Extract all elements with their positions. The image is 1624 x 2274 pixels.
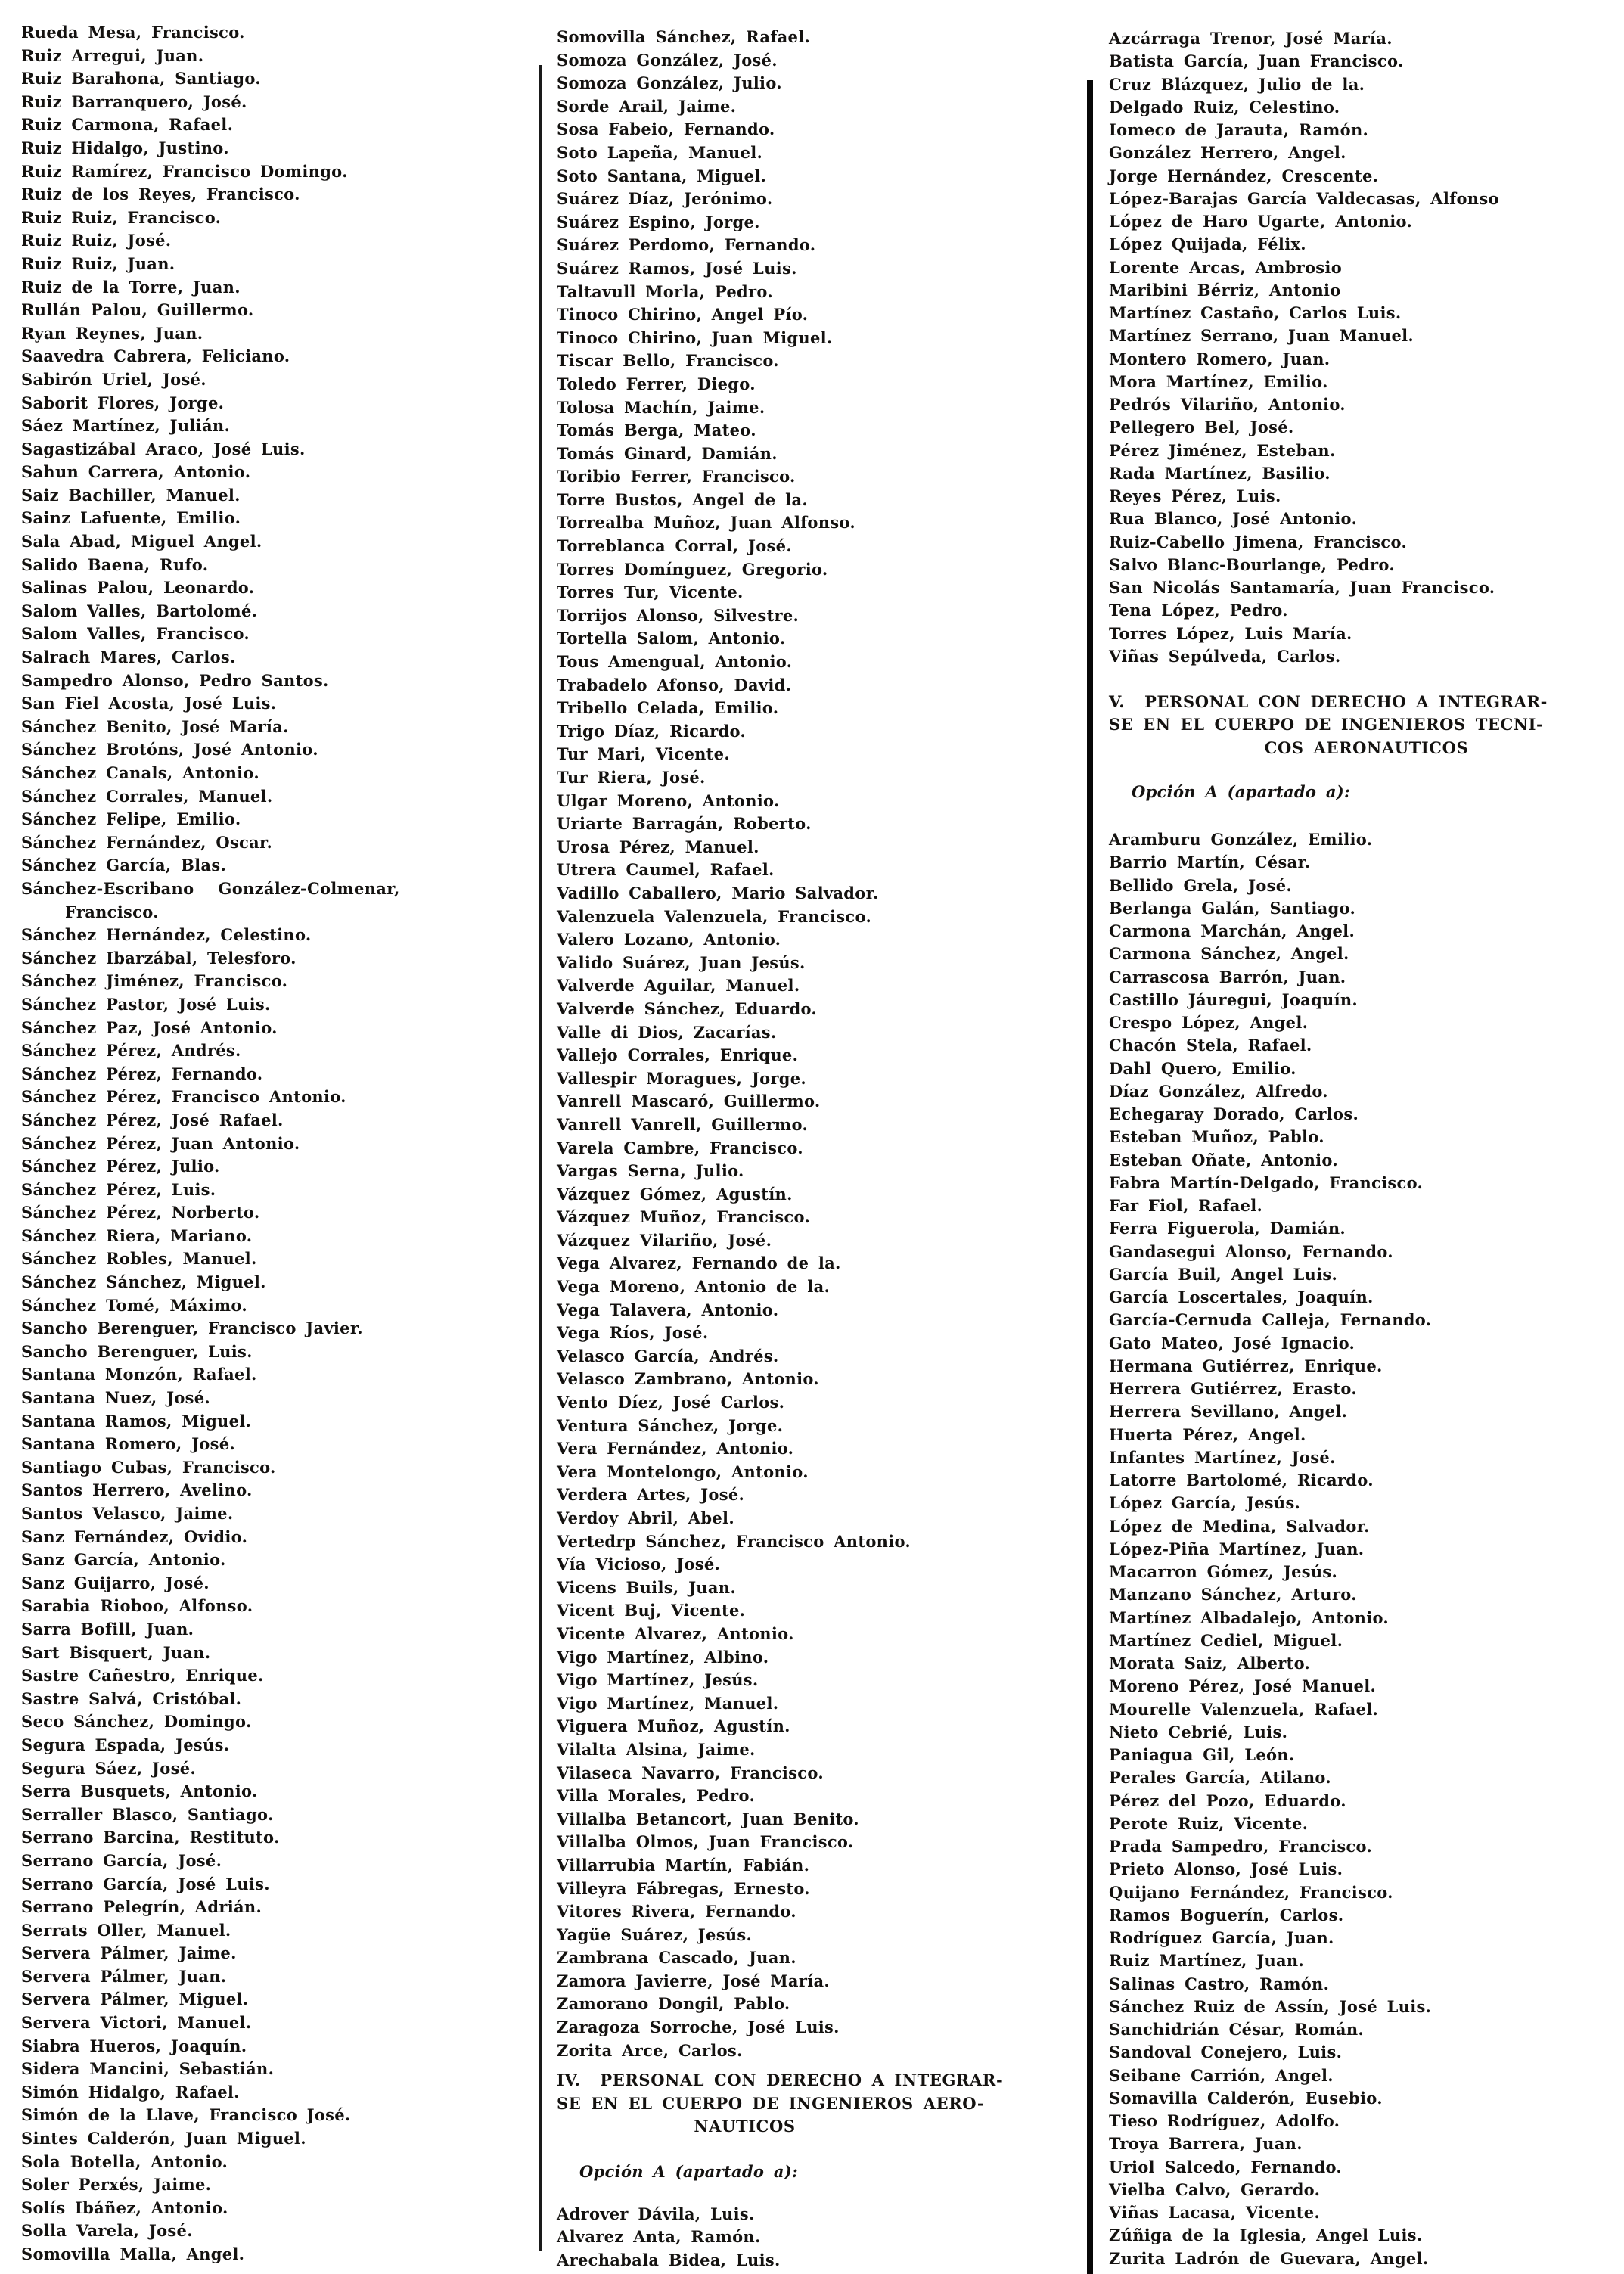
person-entry: Sorde Arail, Jaime. [557,96,737,116]
person-entry: Valenzuela Valenzuela, Francisco. [557,906,872,926]
person-entry: Santos Velasco, Jaime. [21,1504,234,1523]
person-entry: Azcárraga Trenor, José María. [1109,29,1393,48]
section-heading: SE EN EL CUERPO DE INGENIEROS TECNI- [1109,715,1544,735]
person-entry: Vicens Buils, Juan. [557,1577,736,1597]
person-entry: Ruiz Barranquero, José. [21,92,247,111]
person-entry: Velasco García, Andrés. [557,1346,779,1365]
person-entry: Torrijos Alonso, Silvestre. [557,605,800,625]
person-entry: Saborit Flores, Jorge. [21,393,225,412]
person-entry: García Buil, Angel Luis. [1109,1264,1338,1284]
person-entry: Sánchez Ruiz de Assín, José Luis. [1109,1996,1432,2016]
person-entry: Vallespir Moragues, Jorge. [557,1068,806,1088]
person-entry: Saiz Bachiller, Manuel. [21,485,241,505]
person-entry: Somoza González, Julio. [557,73,782,93]
person-entry: Ruiz Ruiz, Juan. [21,253,175,273]
person-entry: Sánchez Benito, José María. [21,716,289,736]
person-entry: Hermana Gutiérrez, Enrique. [1109,1356,1383,1375]
person-entry: Herrera Sevillano, Angel. [1109,1402,1348,1421]
person-entry: Taltavull Morla, Pedro. [557,281,773,301]
person-entry: Rullán Palou, Guillermo. [21,300,254,320]
person-entry: Latorre Bartolomé, Ricardo. [1109,1471,1374,1490]
person-entry: Vento Díez, José Carlos. [557,1393,785,1412]
person-entry: López-Piña Martínez, Juan. [1109,1539,1365,1558]
person-entry: Ruiz de los Reyes, Francisco. [21,185,300,204]
person-entry: Valverde Sánchez, Eduardo. [557,999,817,1018]
person-entry: Suárez Díaz, Jerónimo. [557,189,773,209]
person-entry: Sáez Martínez, Julián. [21,416,231,436]
person-entry: Vera Montelongo, Antonio. [557,1462,809,1481]
person-entry: Sanchidrián César, Román. [1109,2020,1365,2039]
person-entry: Ferra Figuerola, Damián. [1109,1219,1346,1238]
person-entry: Tribello Celada, Emilio. [557,698,779,718]
person-entry: Díaz González, Alfredo. [1109,1081,1328,1101]
person-entry: Prada Sampedro, Francisco. [1109,1837,1373,1856]
person-entry: Batista García, Juan Francisco. [1109,51,1404,71]
section-subheading: Opción A (apartado a): [579,2162,799,2182]
person-entry: Salinas Castro, Ramón. [1109,1974,1330,1993]
person-entry: López-Barajas García Valdecasas, Alfonso [1109,188,1499,208]
section-subheading: Opción A (apartado a): [1132,781,1351,801]
person-entry: Sabirón Uriel, José. [21,369,206,389]
section-heading: COS AERONAUTICOS [1264,738,1469,757]
person-entry: Carmona Sánchez, Angel. [1109,944,1349,964]
person-entry: Lorente Arcas, Ambrosio [1109,257,1343,277]
person-entry: Sánchez Pastor, José Luis. [21,994,271,1014]
person-entry: Sánchez-Escribano González-Colmenar, [21,878,400,898]
person-entry: Vielba Calvo, Gerardo. [1109,2179,1321,2199]
column-divider-1 [539,65,542,2251]
person-entry: Vilaseca Navarro, Francisco. [557,1763,824,1782]
person-entry: Sánchez Brotóns, José Antonio. [21,740,318,760]
person-entry: Adrover Dávila, Luis. [557,2204,755,2223]
person-entry: Vigo Martínez, Jesús. [557,1670,759,1690]
person-entry: Vanrell Vanrell, Guillermo. [557,1114,809,1134]
person-entry: Villa Morales, Pedro. [557,1786,756,1806]
person-entry: Vicent Buj, Vicente. [557,1601,746,1620]
person-entry: Tolosa Machín, Jaime. [557,397,765,417]
person-entry: Torres Tur, Vicente. [557,582,744,602]
person-entry: Sánchez Riera, Mariano. [21,1226,253,1245]
person-entry: Sarabia Rioboo, Alfonso. [21,1596,253,1616]
person-entry: Serrats Oller, Manuel. [21,1920,231,1940]
person-entry: Ruiz Carmona, Rafael. [21,115,234,135]
person-entry: Torres Domínguez, Gregorio. [557,559,828,579]
person-entry: Santana Monzón, Rafael. [21,1365,257,1384]
person-entry: Ruiz Ruiz, Francisco. [21,207,222,227]
person-entry: Saavedra Cabrera, Feliciano. [21,346,290,366]
person-entry: Zurita Ladrón de Guevara, Angel. [1109,2248,1429,2268]
person-entry: Esteban Muñoz, Pablo. [1109,1127,1324,1147]
person-entry: Sánchez Felipe, Emilio. [21,809,241,829]
person-entry: Martínez Albadalejo, Antonio. [1109,1608,1390,1627]
person-entry: Gato Mateo, José Ignacio. [1109,1333,1355,1353]
person-entry: Santana Nuez, José. [21,1388,211,1408]
person-entry: Ramos Boguerín, Carlos. [1109,1905,1344,1925]
person-entry: Tinoco Chirino, Juan Miguel. [557,328,833,347]
person-entry: Ruiz Hidalgo, Justino. [21,138,229,157]
person-entry: Santana Romero, José. [21,1434,236,1454]
person-entry: Torres López, Luis María. [1109,623,1352,643]
person-entry: Salido Baena, Rufo. [21,555,209,574]
person-entry: Iomeco de Jarauta, Ramón. [1109,120,1369,139]
person-entry: Sánchez Pérez, Fernando. [21,1064,263,1083]
person-entry: Mourelle Valenzuela, Rafael. [1109,1699,1379,1719]
person-entry: Salvo Blanc-Bourlange, Pedro. [1109,555,1395,574]
person-entry: Delgado Ruiz, Celestino. [1109,97,1340,116]
person-entry: Somovilla Malla, Angel. [21,2244,245,2263]
person-entry: López de Medina, Salvador. [1109,1516,1370,1536]
person-entry: Tinoco Chirino, Angel Pío. [557,305,809,325]
person-entry: Santiago Cubas, Francisco. [21,1457,276,1477]
person-entry: Vázquez Vilariño, José. [557,1230,772,1250]
person-entry: Segura Espada, Jesús. [21,1735,230,1754]
person-entry: Moreno Pérez, José Manuel. [1109,1676,1377,1696]
person-entry: Ruiz Arregui, Juan. [21,45,204,65]
person-entry: Vega Talavera, Antonio. [557,1300,779,1319]
person-entry: Ruiz Ramírez, Francisco Domingo. [21,161,348,181]
text-column-2 [557,26,1004,2272]
person-entry: Alvarez Anta, Ramón. [557,2227,761,2247]
section-heading: IV. PERSONAL CON DERECHO A INTEGRAR- [557,2071,1004,2090]
person-entry: Tur Mari, Vicente. [557,744,730,764]
person-entry: Vicente Alvarez, Antonio. [557,1623,794,1643]
person-entry: Far Fiol, Rafael. [1109,1196,1263,1215]
person-entry: Villeyra Fábregas, Ernesto. [557,1878,810,1898]
person-entry: Ruiz Ruiz, José. [21,231,172,250]
person-entry: Sidera Mancini, Sebastián. [21,2059,275,2079]
person-entry: Castillo Jáuregui, Joaquín. [1109,989,1359,1009]
line-gap [1109,803,1624,828]
person-entry: Paniagua Gil, León. [1109,1745,1295,1764]
person-entry: Sánchez Pérez, Julio. [21,1157,220,1176]
person-entry: Vargas Serna, Julio. [557,1161,744,1181]
person-entry: Santana Ramos, Miguel. [21,1411,252,1431]
person-entry: Suárez Perdomo, Fernando. [557,235,816,255]
person-entry: Vía Vicioso, José. [557,1555,721,1574]
person-entry: Pérez del Pozo, Eduardo. [1109,1791,1346,1810]
person-entry: Sastre Cañestro, Enrique. [21,1666,264,1685]
line-gap [1109,668,1624,691]
person-entry: Sala Abad, Miguel Angel. [21,532,262,551]
person-entry: Solís Ibáñez, Antonio. [21,2198,228,2217]
person-entry: Soto Lapeña, Manuel. [557,142,763,162]
person-entry: Simón de la Llave, Francisco José. [21,2105,351,2125]
person-entry: Sampedro Alonso, Pedro Santos. [21,670,329,690]
person-entry: Zamora Javierre, José María. [557,1971,830,1990]
person-entry: Ruiz de la Torre, Juan. [21,277,241,297]
person-entry: Somovilla Sánchez, Rafael. [557,27,811,46]
person-entry: Serrano Pelegrín, Adrián. [21,1897,262,1917]
person-entry: Sahun Carrera, Antonio. [21,462,251,482]
person-entry: Carmona Marchán, Angel. [1109,921,1355,940]
person-entry: Vega Alvarez, Fernando de la. [557,1253,841,1273]
person-entry: Perote Ruiz, Vicente. [1109,1813,1309,1833]
person-entry: Ruiz Barahona, Santiago. [21,69,261,89]
person-entry: Tieso Rodríguez, Adolfo. [1109,2111,1340,2130]
person-entry: Servera Pálmer, Jaime. [21,1943,237,1963]
person-entry: Sosa Fabeio, Fernando. [557,120,775,139]
person-entry: Viñas Sepúlveda, Carlos. [1109,646,1341,666]
person-entry: Valido Suárez, Juan Jesús. [557,952,806,972]
person-entry: Vitores Rivera, Fernando. [557,1902,796,1921]
person-entry: Urosa Pérez, Manuel. [557,837,759,856]
person-entry: Sagastizábal Araco, José Luis. [21,439,306,458]
person-entry: Sancho Berenguer, Francisco Javier. [21,1319,363,1338]
person-entry: Tur Riera, José. [557,768,706,787]
person-entry: Martínez Cediel, Miguel. [1109,1630,1343,1650]
person-entry: Villarrubia Martín, Fabián. [557,1855,810,1875]
person-entry: Simón Hidalgo, Rafael. [21,2082,240,2102]
person-entry: Morata Saiz, Alberto. [1109,1654,1311,1673]
person-entry: Carrascosa Barrón, Juan. [1109,967,1346,986]
section-heading: V. PERSONAL CON DERECHO A INTEGRAR- [1109,692,1548,711]
person-entry: Valero Lozano, Antonio. [557,930,781,949]
person-entry: Sanz Guijarro, José. [21,1573,210,1592]
person-entry: Ulgar Moreno, Antonio. [557,791,780,810]
person-entry: Zamorano Dongil, Pablo. [557,1994,790,2014]
person-entry: Dahl Quero, Emilio. [1109,1058,1296,1078]
person-entry: Tena López, Pedro. [1109,601,1288,620]
person-entry: Varela Cambre, Francisco. [557,1138,803,1157]
person-entry: Montero Romero, Juan. [1109,349,1331,368]
person-entry: Vigo Martínez, Albino. [557,1647,769,1667]
person-entry: Torreblanca Corral, José. [557,536,792,556]
person-entry: Chacón Stela, Rafael. [1109,1036,1312,1055]
person-entry: Vega Moreno, Antonio de la. [557,1277,831,1297]
person-entry: Sánchez García, Blas. [21,856,227,875]
person-entry: Sandoval Conejero, Luis. [1109,2043,1343,2062]
person-entry: López Quijada, Félix. [1109,235,1306,254]
person-entry: Cruz Blázquez, Julio de la. [1109,74,1365,94]
section-heading: SE EN EL CUERPO DE INGENIEROS AERO- [557,2093,985,2113]
person-entry: Santos Herrero, Avelino. [21,1480,253,1500]
person-entry: Pérez Jiménez, Esteban. [1109,440,1336,460]
person-entry: Solla Varela, José. [21,2221,193,2241]
person-entry: Vilalta Alsina, Jaime. [557,1739,756,1759]
person-entry: Sánchez Pérez, José Rafael. [21,1110,284,1129]
person-entry: Vigo Martínez, Manuel. [557,1693,779,1713]
person-entry: Verdoy Abril, Abel. [557,1508,734,1527]
person-entry: Vega Ríos, José. [557,1323,709,1343]
person-entry: Huerta Pérez, Angel. [1109,1424,1306,1444]
person-entry: Ruiz-Cabello Jimena, Francisco. [1109,532,1408,551]
person-entry: Reyes Pérez, Luis. [1109,486,1281,505]
person-entry: Yagüe Suárez, Jesús. [557,1925,753,1944]
person-entry: Ruiz Martínez, Juan. [1109,1951,1305,1971]
person-entry: Ventura Sánchez, Jorge. [557,1415,784,1435]
person-entry: Sánchez Tomé, Máximo. [21,1295,247,1315]
person-entry: Sánchez Jiménez, Francisco. [21,971,288,991]
person-entry: Sánchez Pérez, Juan Antonio. [21,1133,300,1153]
person-entry: Sánchez Sánchez, Miguel. [21,1272,266,1292]
person-entry: Utrera Caumel, Rafael. [557,860,775,880]
person-entry: Pedrós Vilariño, Antonio. [1109,395,1346,414]
person-entry: Sanz García, Antonio. [21,1550,226,1570]
person-entry: Verdera Artes, José. [557,1485,745,1505]
entry-continuation: Francisco. [65,902,159,921]
person-entry: Aramburu González, Emilio. [1109,830,1373,849]
person-entry: Rueda Mesa, Francisco. [21,23,245,42]
person-entry: Vadillo Caballero, Mario Salvador. [557,883,879,902]
person-entry: Macarron Gómez, Jesús. [1109,1562,1338,1581]
person-entry: Maribini Bérriz, Antonio [1109,280,1341,300]
person-entry: Somoza González, José. [557,50,778,70]
person-entry: Valverde Aguilar, Manuel. [557,976,800,996]
person-entry: Serrano García, José Luis. [21,1874,270,1893]
person-entry: Pellegero Bel, José. [1109,418,1294,437]
person-entry: López de Haro Ugarte, Antonio. [1109,212,1413,231]
person-entry: González Herrero, Angel. [1109,143,1346,163]
person-entry: Sainz Lafuente, Emilio. [21,508,241,528]
person-entry: Salinas Palou, Leonardo. [21,578,255,598]
person-entry: Torrealba Muñoz, Juan Alfonso. [557,513,855,533]
person-entry: Fabra Martín-Delgado, Francisco. [1109,1173,1424,1192]
person-entry: Vázquez Muñoz, Francisco. [557,1207,811,1227]
person-entry: Servera Pálmer, Miguel. [21,1990,249,2009]
person-entry: Salrach Mares, Carlos. [21,648,236,667]
person-entry: Suárez Ramos, José Luis. [557,258,797,278]
column-divider-2 [1087,80,1093,2274]
person-entry: Sánchez Fernández, Oscar. [21,832,273,852]
person-entry: Mora Martínez, Emilio. [1109,371,1328,391]
person-entry: Siabra Hueros, Joaquín. [21,2036,247,2055]
person-entry: Trigo Díaz, Ricardo. [557,721,747,741]
person-entry: Serra Busquets, Antonio. [21,1782,258,1801]
person-entry: Vallejo Corrales, Enrique. [557,1045,799,1065]
person-entry: Tortella Salom, Antonio. [557,629,786,648]
person-entry: Serraller Blasco, Santiago. [21,1804,274,1824]
person-entry: Sancho Berenguer, Luis. [21,1341,253,1361]
person-entry: Trabadelo Afonso, David. [557,675,792,694]
person-entry: Salom Valles, Bartolomé. [21,601,258,620]
person-entry: García-Cernuda Calleja, Fernando. [1109,1310,1432,1330]
person-entry: Zúñiga de la Iglesia, Angel Luis. [1109,2226,1423,2245]
person-entry: Sastre Salvá, Cristóbal. [21,1688,242,1708]
person-entry: Jorge Hernández, Crescente. [1109,166,1379,185]
person-entry: Villalba Olmos, Juan Francisco. [557,1832,854,1852]
person-entry: Sart Bisquert, Juan. [21,1642,211,1662]
person-entry: Serrano Barcina, Restituto. [21,1828,280,1847]
person-entry: Sánchez Pérez, Luis. [21,1179,216,1199]
person-entry: Velasco Zambrano, Antonio. [557,1369,819,1389]
person-entry: Zaragoza Sorroche, José Luis. [557,2018,840,2037]
person-entry: Zambrana Cascado, Juan. [557,1948,796,1968]
person-entry: Vertedrp Sánchez, Francisco Antonio. [557,1531,911,1551]
person-entry: Martínez Castaño, Carlos Luis. [1109,303,1402,322]
person-entry: Herrera Gutiérrez, Erasto. [1109,1379,1357,1398]
person-entry: Soto Santana, Miguel. [557,166,767,185]
person-entry: San Nicolás Santamaría, Juan Francisco. [1109,578,1495,597]
person-entry: López García, Jesús. [1109,1493,1301,1513]
person-entry: Prieto Alonso, José Luis. [1109,1859,1343,1879]
person-entry: Sánchez Pérez, Andrés. [21,1041,241,1061]
text-column-1 [21,21,400,2266]
person-entry: Troya Barrera, Juan. [1109,2134,1303,2154]
person-entry: Sánchez Robles, Manuel. [21,1249,257,1269]
person-entry: Torre Bustos, Angel de la. [557,489,808,509]
person-entry: Echegaray Dorado, Carlos. [1109,1104,1359,1123]
line-gap [557,2184,933,2203]
person-entry: Sintes Calderón, Juan Miguel. [21,2129,306,2148]
person-entry: Viguera Muñoz, Agustín. [557,1716,790,1736]
person-entry: Soler Perxés, Jaime. [21,2175,212,2195]
person-entry: Uriarte Barragán, Roberto. [557,814,812,834]
person-entry: Tiscar Bello, Francisco. [557,351,779,371]
person-entry: Vera Fernández, Antonio. [557,1439,794,1459]
line-gap [557,2062,933,2069]
person-entry: Berlanga Galán, Santiago. [1109,898,1356,918]
person-entry: Sánchez Pérez, Francisco Antonio. [21,1087,346,1107]
person-entry: Uriol Salcedo, Fernando. [1109,2157,1343,2176]
person-entry: Infantes Martínez, José. [1109,1447,1336,1467]
person-entry: Salom Valles, Francisco. [21,624,250,644]
person-entry: Sanz Fernández, Ovidio. [21,1527,248,1546]
person-entry: Zorita Arce, Carlos. [557,2040,743,2060]
person-entry: Seibane Carrión, Angel. [1109,2065,1334,2085]
person-entry: Sarra Bofill, Juan. [21,1619,194,1639]
person-entry: Barrio Martín, César. [1109,853,1311,872]
person-entry: Sánchez Canals, Antonio. [21,763,259,782]
person-entry: Sánchez Ibarzábal, Telesforo. [21,948,297,968]
line-gap [557,2139,933,2161]
person-entry: Servera Pálmer, Juan. [21,1966,227,1986]
person-entry: Toledo Ferrer, Diego. [557,374,756,393]
person-entry: Quijano Fernández, Francisco. [1109,1882,1393,1902]
person-entry: Segura Sáez, José. [21,1758,196,1778]
line-gap [1109,760,1624,781]
person-entry: Seco Sánchez, Domingo. [21,1712,252,1732]
person-entry: Tomás Berga, Mateo. [557,421,756,440]
person-entry: Vázquez Gómez, Agustín. [557,1184,793,1204]
person-entry: Toribio Ferrer, Francisco. [557,467,796,486]
person-entry: Arechabala Bidea, Luis. [557,2250,781,2269]
person-entry: Bellido Grela, José. [1109,875,1293,895]
person-entry: Suárez Espino, Jorge. [557,212,760,231]
person-entry: Sánchez Pérez, Norberto. [21,1203,260,1222]
person-entry: Rua Blanco, José Antonio. [1109,509,1358,529]
person-entry: Servera Victori, Manuel. [21,2013,252,2033]
person-entry: Valle di Dios, Zacarías. [557,1022,777,1042]
person-entry: Vanrell Mascaró, Guillermo. [557,1092,821,1111]
person-entry: Rodríguez García, Juan. [1109,1928,1334,1947]
person-entry: Crespo López, Angel. [1109,1013,1309,1032]
person-entry: Nieto Cebrié, Luis. [1109,1722,1288,1741]
person-entry: Martínez Serrano, Juan Manuel. [1109,326,1414,346]
person-entry: Rada Martínez, Basilio. [1109,463,1331,483]
person-entry: Serrano García, José. [21,1850,222,1870]
person-entry: García Loscertales, Joaquín. [1109,1288,1374,1306]
person-entry: Gandasegui Alonso, Fernando. [1109,1241,1393,1261]
person-entry: Somavilla Calderón, Eusebio. [1109,2088,1383,2108]
person-entry: Tous Amengual, Antonio. [557,652,793,672]
person-entry: Villalba Betancort, Juan Benito. [557,1809,859,1828]
person-entry: Ryan Reynes, Juan. [21,323,203,343]
person-entry: Sola Botella, Antonio. [21,2151,228,2171]
person-entry: Tomás Ginard, Damián. [557,443,778,463]
person-entry: Viñas Lacasa, Vicente. [1109,2203,1321,2222]
section-heading: NAUTICOS [694,2117,796,2136]
person-entry: Perales García, Atilano. [1109,1768,1331,1788]
person-entry: Sánchez Hernández, Celestino. [21,925,312,945]
text-column-3 [1109,27,1624,2270]
person-entry: Esteban Oñate, Antonio. [1109,1150,1338,1170]
person-entry: Sánchez Paz, José Antonio. [21,1017,278,1037]
person-entry: San Fiel Acosta, José Luis. [21,694,277,713]
person-entry: Manzano Sánchez, Arturo. [1109,1585,1357,1605]
person-entry: Sánchez Corrales, Manuel. [21,786,273,806]
